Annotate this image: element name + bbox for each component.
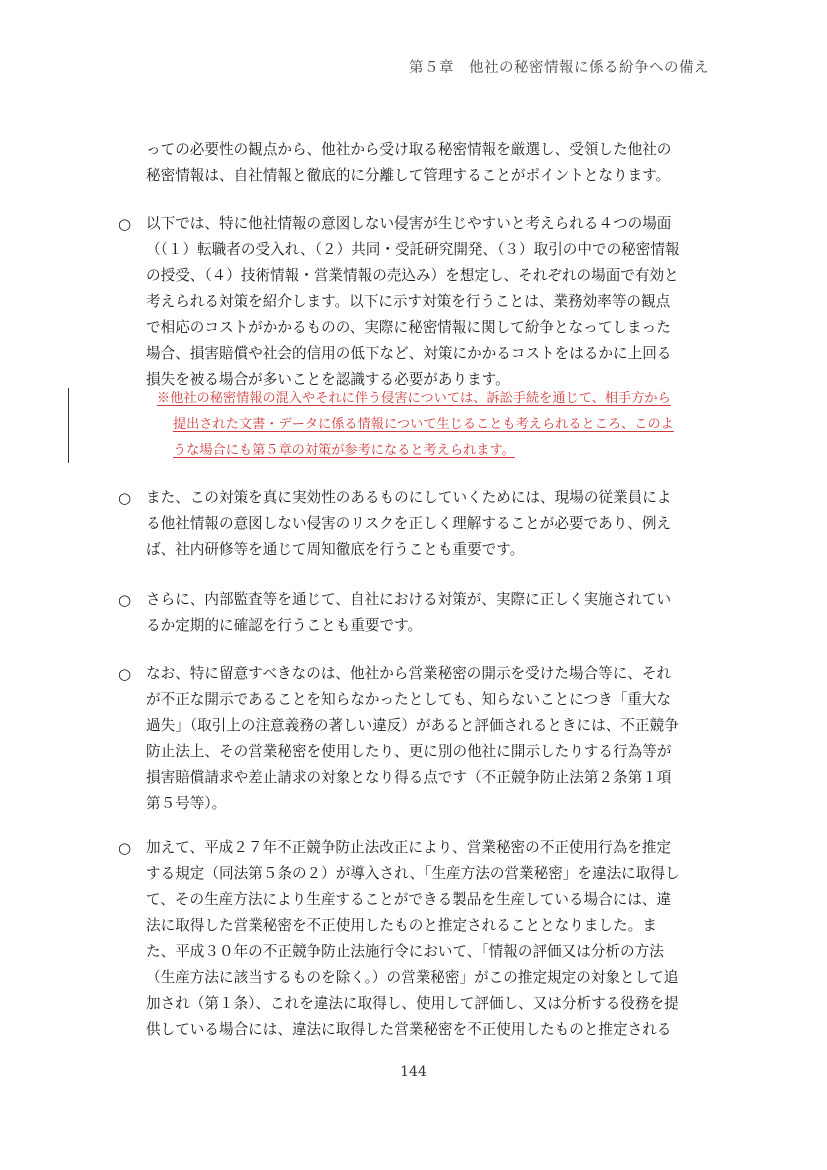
paragraph-line: 損害賠償請求や差止請求の対象となり得る点です（不正競争防止法第２条第１項 xyxy=(146,769,672,786)
bullet-marker: ○ xyxy=(118,215,132,233)
paragraph-line: 損失を被る場合が多いことを認識する必要があります。 xyxy=(146,371,510,388)
paragraph-line: 第５号等）。 xyxy=(146,795,227,812)
paragraph-line: さらに、内部監査等を通じて、自社における対策が、実際に正しく実施されてい xyxy=(146,591,672,608)
revision-note xyxy=(157,386,717,464)
note-line: 提出された文書・データに係る情報について生じることも考えられるところ、このよ xyxy=(173,417,674,432)
paragraph-line: が不正な開示であることを知らなかったとしても、知らないことにつき「重大な xyxy=(146,691,672,708)
paragraph-presumption xyxy=(146,835,706,1043)
note-line: ※他社の秘密情報の混入やそれに伴う侵害については、訴訟手続を通じて、相手方から xyxy=(157,391,671,406)
paragraph-line: て、その生産方法により生産することができる製品を生産している場合には、違 xyxy=(146,891,672,908)
paragraph-scenarios xyxy=(146,211,706,393)
paragraph-line: 加えて、平成２７年不正競争防止法改正により、営業秘密の不正使用行為を推定 xyxy=(146,839,672,856)
paragraph-line: なお、特に留意すべきなのは、他社から営業秘密の開示を受けた場合等に、それ xyxy=(146,665,672,682)
paragraph-line: 法に取得した営業秘密を不正使用したものと推定されることとなりました。ま xyxy=(146,917,657,934)
paragraph-audit xyxy=(146,587,706,639)
paragraph-gross-negligence xyxy=(146,661,706,817)
paragraph-training xyxy=(146,485,706,563)
bullet-marker: ○ xyxy=(118,591,132,609)
paragraph-line: 供している場合には、違法に取得した営業秘密を不正使用したものと推定される xyxy=(146,1021,672,1038)
paragraph-line: るか定期的に確認を行うことも重要です。 xyxy=(146,617,423,634)
intro-paragraph xyxy=(146,137,706,189)
note-line: うな場合にも第５章の対策が参考になると考えられます。 xyxy=(173,443,515,458)
paragraph-line: で相応のコストがかかるものの、実際に秘密情報に関して紛争となってしまった xyxy=(146,319,671,336)
chapter-header: 第５章 他社の秘密情報に係る紛争への備え xyxy=(409,60,709,76)
bullet-marker: ○ xyxy=(118,665,132,683)
paragraph-line: 以下では、特に他社情報の意図しない侵害が生じやすいと考えられる４つの場面 xyxy=(146,215,672,232)
paragraph-line: た、平成３０年の不正競争防止法施行令において、「情報の評価又は分析の方法 xyxy=(146,943,664,960)
paragraph-line: ば、社内研修等を通じて周知徹底を行うことも重要です。 xyxy=(146,541,525,558)
paragraph-line: （（１）転職者の受入れ、（２）共同・受託研究開発、（３）取引の中での秘密情報 xyxy=(146,241,680,258)
paragraph-line: 防止法上、その営業秘密を使用したり、更に別の他社に開示したりする行為等が xyxy=(146,743,672,760)
intro-line: 秘密情報は、自社情報と徹底的に分離して管理することがポイントとなります。 xyxy=(146,167,671,184)
paragraph-line: 加され（第１条）、これを違法に取得し、使用して評価し、又は分析する役務を提 xyxy=(146,995,679,1012)
intro-line: っての必要性の観点から、他社から受け取る秘密情報を厳選し、受領した他社の xyxy=(146,141,672,158)
paragraph-line: の授受、（４）技術情報・営業情報の売込み）を想定し、それぞれの場面で有効と xyxy=(146,267,679,284)
bullet-marker: ○ xyxy=(118,839,132,857)
revision-change-bar xyxy=(68,388,69,463)
bullet-marker: ○ xyxy=(118,489,132,507)
page-number: 144 xyxy=(400,1064,427,1080)
paragraph-line: （生産方法に該当するものを除く。）の営業秘密」がこの推定規定の対象として追 xyxy=(146,969,679,986)
paragraph-line: する規定（同法第５条の２）が導入され、「生産方法の営業秘密」を違法に取得し xyxy=(146,865,680,882)
paragraph-line: 考えられる対策を紹介します。以下に示す対策を行うことは、業務効率等の観点 xyxy=(146,293,671,310)
paragraph-line: また、この対策を真に実効性のあるものにしていくためには、現場の従業員によ xyxy=(146,489,672,506)
paragraph-line: る他社情報の意図しない侵害のリスクを正しく理解することが必要であり、例え xyxy=(146,515,672,532)
paragraph-line: 場合、損害賠償や社会的信用の低下など、対策にかかるコストをはるかに上回る xyxy=(146,345,672,362)
paragraph-line: 過失」（取引上の注意義務の著しい違反）があると評価されるときには、不正競争 xyxy=(146,717,679,734)
